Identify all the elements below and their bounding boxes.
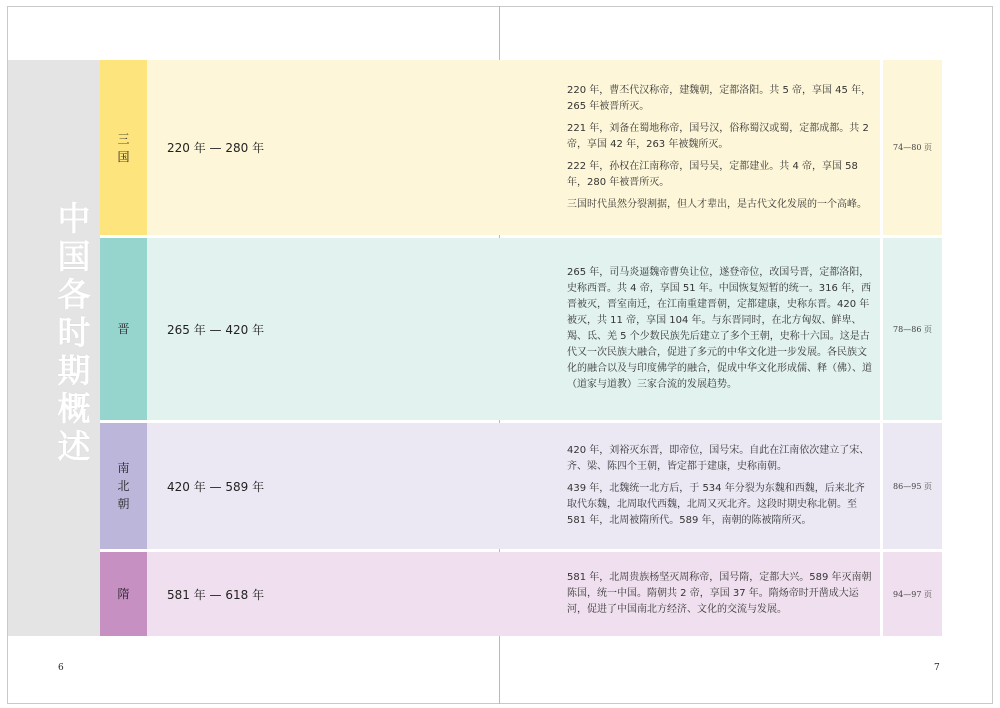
description-paragraph: 439 年，北魏统一北方后，于 534 年分裂为东魏和西魏，后来北齐取代东魏，北周取代西魏，北周又灭北齐。这段时期史称北朝。至 581 年，北周被隋所代。589 年，南朝的陈被隋所灭。 (567, 483, 865, 526)
description-paragraph: 581 年，北周贵族杨坚灭周称帝，国号隋，定都大兴。589 年灭南朝陈国，统一中国。隋朝共 2 帝，享国 37 年。隋炀帝时开凿成大运河，促进了中国南北方经济、文化的交流与发展。 (567, 572, 872, 615)
period-row (100, 60, 942, 235)
period-range-cell (147, 552, 567, 636)
period-range-cell (147, 423, 567, 549)
description-paragraph: 220 年，曹丕代汉称帝，建魏朝，定都洛阳。共 5 帝，享国 45 年，265 年被晋所灭。 (567, 84, 872, 112)
period-name-cell (100, 552, 147, 636)
period-name: 晋 (117, 322, 130, 336)
period-row (100, 552, 942, 636)
period-range-cell (147, 238, 567, 420)
description-paragraph: 221 年，刘备在蜀地称帝，国号汉，俗称蜀汉或蜀，定都成都。共 2 帝，享国 42 年，263 年被魏所灭。 (567, 122, 869, 150)
period-description (567, 423, 880, 549)
period-name: 隋 (117, 587, 130, 601)
period-range: 420 年 — 589 年 (167, 479, 265, 494)
description-paragraph: 265 年，司马炎逼魏帝曹奂让位，遂登帝位，改国号晋，定都洛阳，史称西晋。共 4 帝，享国 51 年。中国恢复短暂的统一。316 年，西晋被灭，晋室南迁，在江南重建晋朝，定都建康，史称东晋。420 年被灭，共 11 帝，享国 104 年。与东晋同时，在北方匈奴、鲜卑、羯、氐、羌 5 个少数民族先后建立了多个王朝，史称十六国。这是古代又一次民族大融合，促进了多元的中华文化进一步发展。各民族文化的融合以及与印度佛学的融合，促成中华文化形成儒、释（佛）、道（道家与道教）三家合流的发展趋势。 (567, 267, 872, 390)
period-description (567, 552, 880, 636)
period-name: 南北朝 (117, 461, 130, 511)
period-row (100, 423, 942, 549)
period-name-cell (100, 423, 147, 549)
page-reference-cell (882, 60, 942, 235)
period-row (100, 238, 942, 420)
description-paragraph: 三国时代虽然分裂割据，但人才辈出，是古代文化发展的一个高峰。 (567, 198, 867, 210)
period-range: 220 年 — 280 年 (167, 141, 265, 155)
page-reference-cell (882, 552, 942, 636)
description-paragraph: 222 年，孙权在江南称帝，国号吴，定都建业。共 4 帝，享国 58 年，280 年被晋所灭。 (567, 160, 858, 188)
page-reference: 74—80 页 (893, 143, 932, 152)
period-name-cell (100, 238, 147, 420)
period-name-cell (100, 60, 147, 235)
description-paragraph: 420 年，刘裕灭东晋，即帝位，国号宋。自此在江南依次建立了宋、齐、梁、陈四个王朝，皆定都于建康，史称南朝。 (567, 445, 870, 472)
side-title: 中国各时期概述 (57, 199, 91, 466)
page-reference: 86—95 页 (893, 481, 932, 491)
page-number-left: 6 (58, 663, 64, 673)
page-number-right: 7 (934, 663, 940, 673)
page-reference-cell (882, 423, 942, 549)
period-name: 三国 (117, 131, 130, 164)
period-range: 265 年 — 420 年 (167, 322, 265, 337)
page-reference: 94—97 页 (893, 589, 932, 599)
period-description (567, 60, 880, 235)
page-reference-cell (882, 238, 942, 420)
period-range-cell (147, 60, 567, 235)
period-range: 581 年 — 618 年 (167, 587, 265, 602)
period-description (567, 238, 880, 420)
page-reference: 78—86 页 (893, 324, 932, 334)
